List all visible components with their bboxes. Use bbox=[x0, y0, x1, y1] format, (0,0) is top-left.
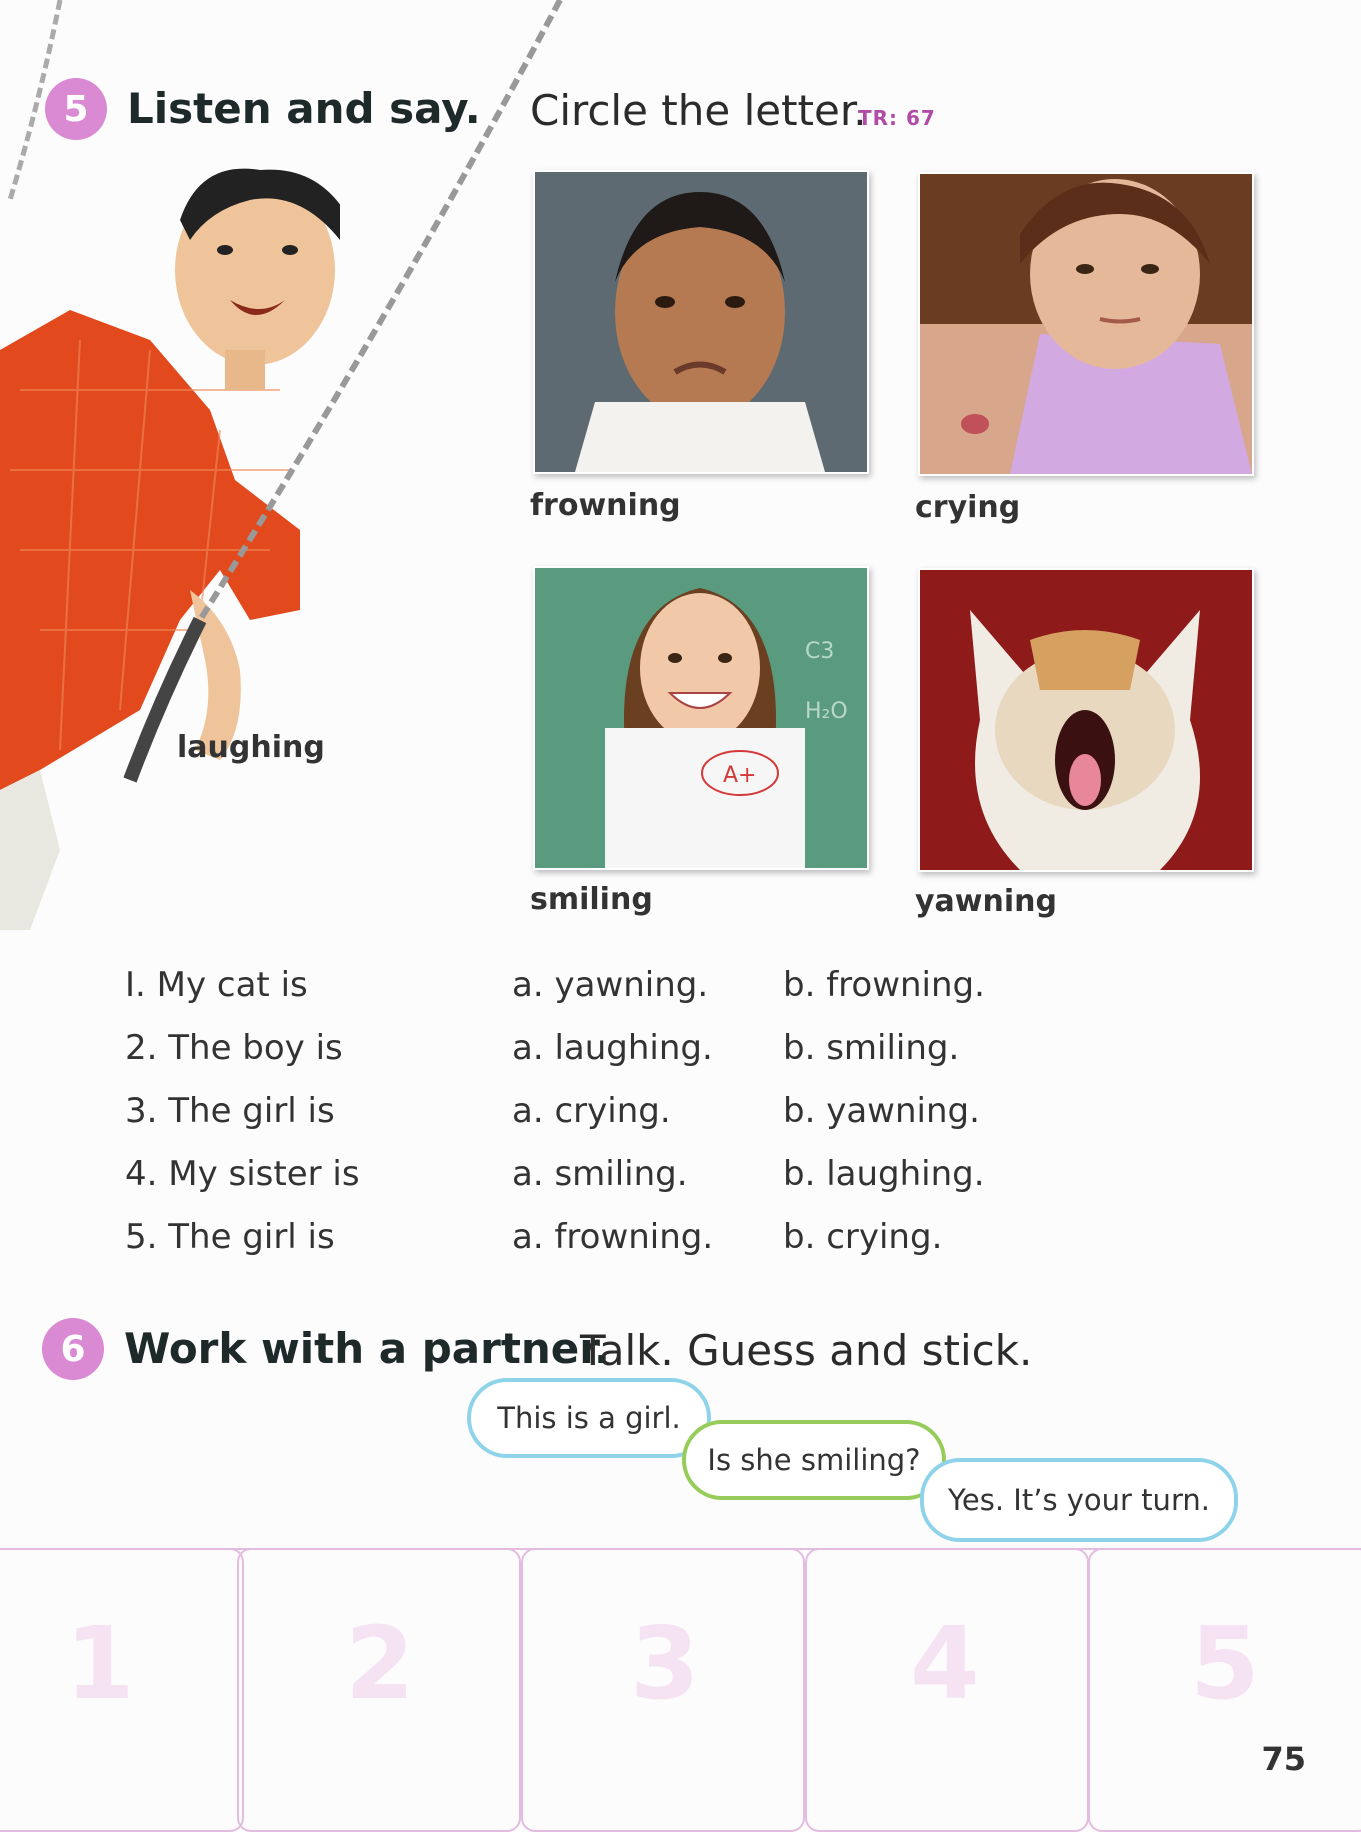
option-a[interactable]: a. crying. bbox=[512, 1091, 671, 1131]
option-b[interactable]: b. yawning. bbox=[783, 1091, 980, 1131]
frowning-photo bbox=[533, 170, 869, 474]
smiling-caption: smiling bbox=[530, 882, 653, 917]
speech-bubble-2: Is she smiling? bbox=[682, 1420, 946, 1500]
page-number: 75 bbox=[1261, 1740, 1306, 1778]
speech-bubble-3: Yes. It’s your turn. bbox=[920, 1458, 1238, 1542]
exercise-row bbox=[125, 965, 1025, 1015]
sticker-number-2: 2 bbox=[345, 1605, 415, 1722]
option-a[interactable]: a. yawning. bbox=[512, 965, 709, 1005]
svg-text:A+: A+ bbox=[723, 763, 757, 788]
option-b[interactable]: b. laughing. bbox=[783, 1154, 985, 1194]
exercise-row bbox=[125, 1154, 1025, 1204]
crying-caption: crying bbox=[915, 490, 1021, 525]
exercise-question: 5. The girl is bbox=[125, 1217, 335, 1257]
exercise-question: 2. The boy is bbox=[125, 1028, 343, 1068]
section-5-number: 5 bbox=[63, 88, 89, 130]
laughing-caption: laughing bbox=[177, 730, 325, 765]
option-a[interactable]: a. smiling. bbox=[512, 1154, 688, 1194]
yawning-caption: yawning bbox=[915, 884, 1057, 919]
section-6-badge bbox=[42, 1318, 104, 1380]
speech-bubble-1: This is a girl. bbox=[467, 1378, 711, 1458]
exercise-question: 3. The girl is bbox=[125, 1091, 335, 1131]
track-label: TR: 67 bbox=[858, 106, 936, 130]
section-5-instruction: Circle the letter. bbox=[530, 86, 867, 135]
sticker-number-5: 5 bbox=[1190, 1605, 1260, 1722]
option-b[interactable]: b. frowning. bbox=[783, 965, 985, 1005]
exercise-row bbox=[125, 1217, 1025, 1267]
option-a[interactable]: a. frowning. bbox=[512, 1217, 714, 1257]
section-5-badge bbox=[45, 78, 107, 140]
exercise-row bbox=[125, 1028, 1025, 1078]
option-a[interactable]: a. laughing. bbox=[512, 1028, 713, 1068]
option-b[interactable]: b. crying. bbox=[783, 1217, 943, 1257]
exercise-row bbox=[125, 1091, 1025, 1141]
option-b[interactable]: b. smiling. bbox=[783, 1028, 960, 1068]
sticker-number-4: 4 bbox=[910, 1605, 980, 1722]
sticker-number-1: 1 bbox=[65, 1605, 135, 1722]
section-5-title: Listen and say. bbox=[127, 84, 481, 133]
exercise-question: 4. My sister is bbox=[125, 1154, 360, 1194]
section-6-number: 6 bbox=[60, 1328, 86, 1370]
smiling-photo bbox=[533, 566, 869, 870]
section-6-title: Work with a partner. bbox=[124, 1324, 610, 1373]
svg-text:H₂O: H₂O bbox=[805, 699, 848, 724]
sticker-number-3: 3 bbox=[630, 1605, 700, 1722]
svg-text:C3: C3 bbox=[805, 639, 835, 664]
crying-photo bbox=[918, 172, 1254, 476]
section-6-instruction: Talk. Guess and stick. bbox=[580, 1326, 1033, 1375]
yawning-photo bbox=[918, 568, 1254, 872]
frowning-caption: frowning bbox=[530, 488, 681, 523]
exercise-question: I. My cat is bbox=[125, 965, 308, 1005]
